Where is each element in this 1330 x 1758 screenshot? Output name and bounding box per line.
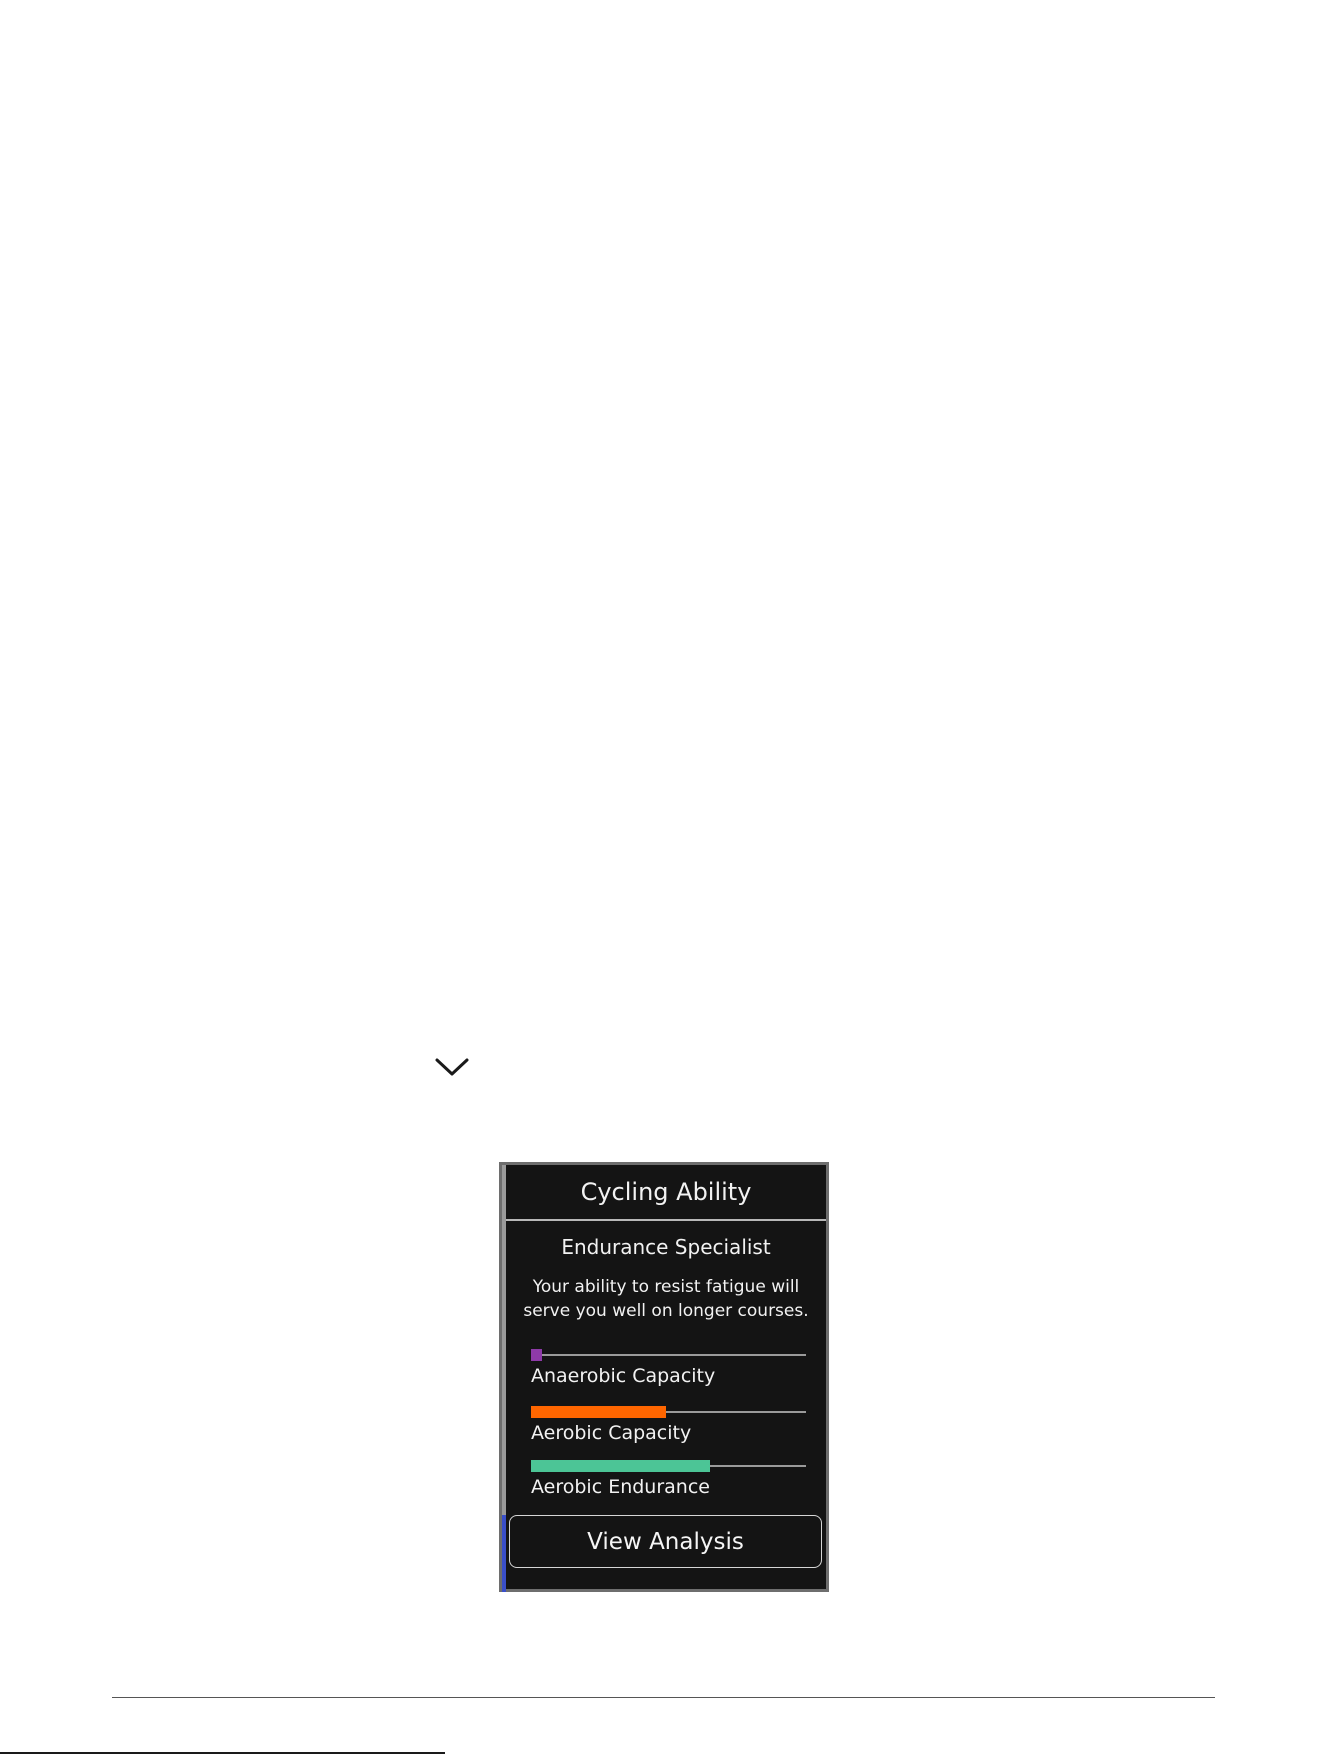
- metric-track: [531, 1354, 806, 1356]
- device-screen: [499, 1162, 829, 1592]
- view-analysis-button[interactable]: View Analysis: [509, 1515, 822, 1568]
- metric-label: Aerobic Endurance: [531, 1476, 710, 1498]
- metric-level-bar: [531, 1406, 666, 1418]
- metric-label: Aerobic Capacity: [531, 1422, 692, 1444]
- footer-divider: [112, 1697, 1215, 1698]
- ability-classification: Endurance Specialist: [561, 1235, 771, 1259]
- metric-label: Anaerobic Capacity: [531, 1365, 716, 1387]
- metric-level-bar: [531, 1349, 542, 1361]
- footnote-divider: [0, 1752, 445, 1754]
- chevron-down-icon[interactable]: [434, 1055, 470, 1079]
- ability-description: Your ability to resist fatigue will serve you well on longer courses.: [523, 1277, 809, 1321]
- screen-title: Cycling Ability: [506, 1165, 826, 1221]
- metric-level-bar: [531, 1460, 710, 1472]
- scroll-indicator: [502, 1515, 506, 1592]
